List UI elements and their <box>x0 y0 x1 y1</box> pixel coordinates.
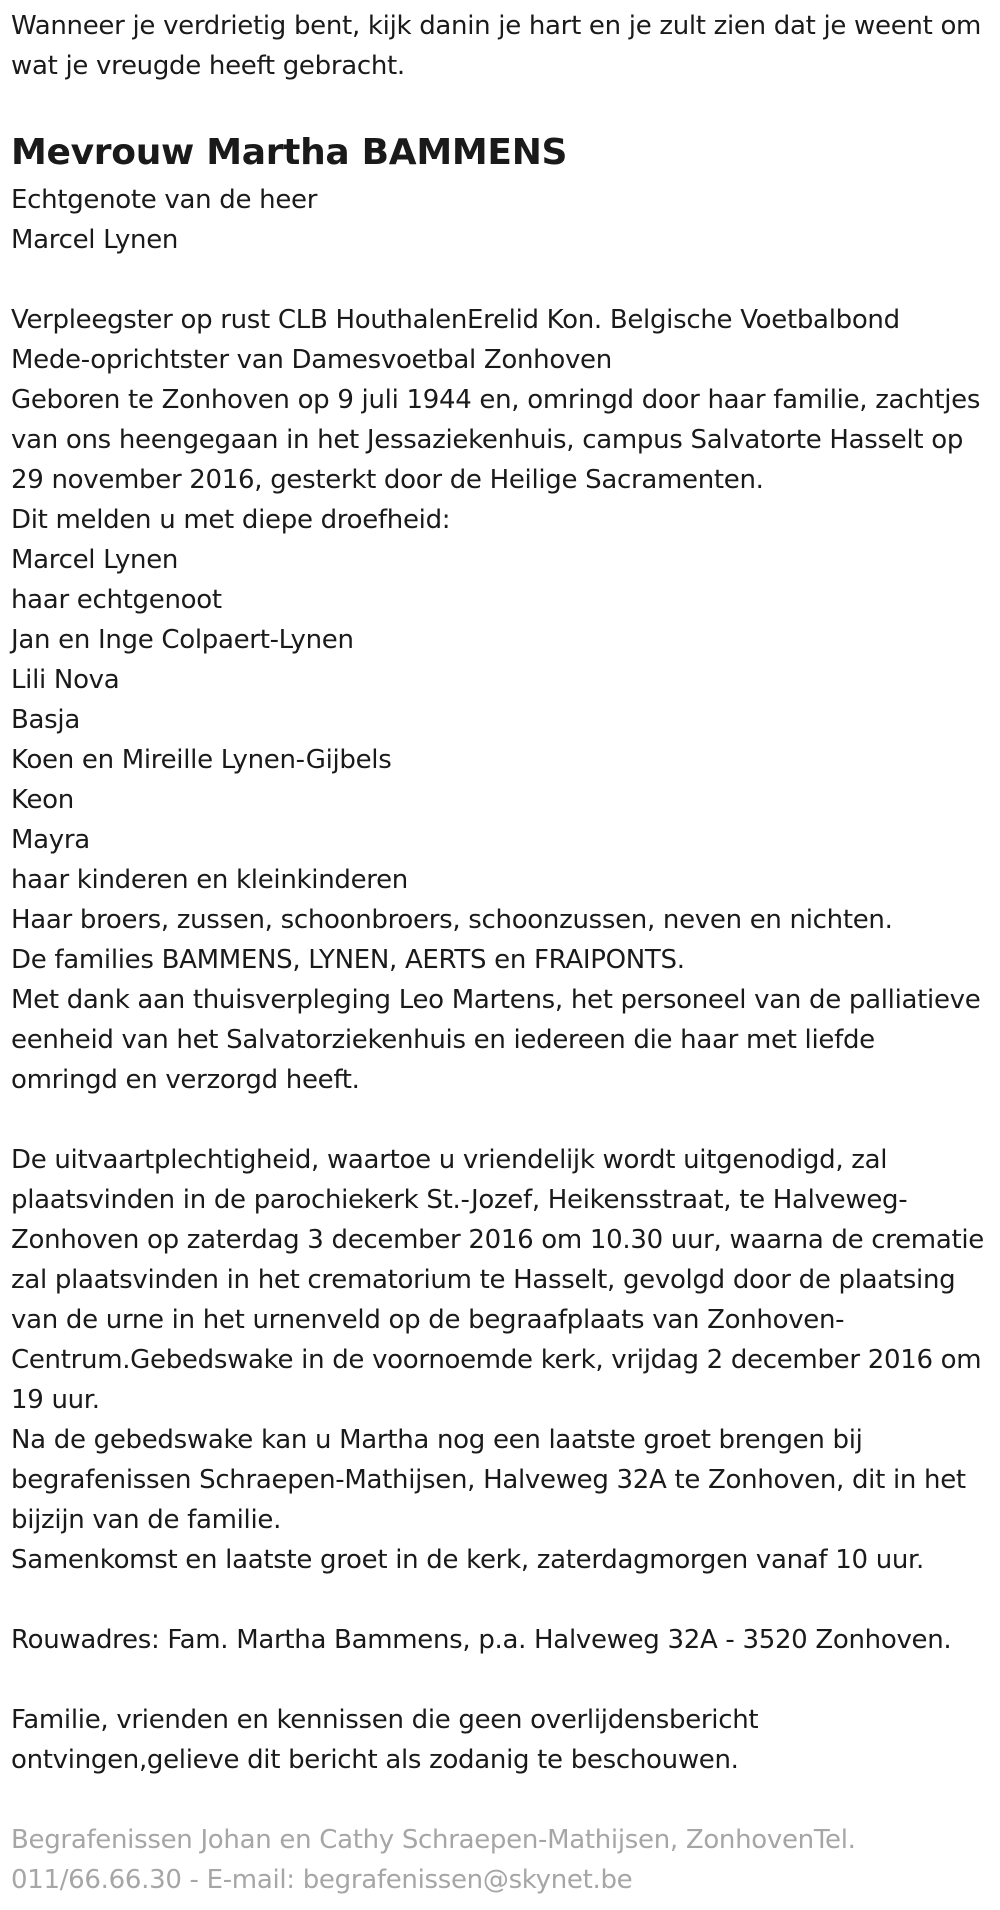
family-member: Keon <box>11 785 74 815</box>
spouse-label: Echtgenote van de heer <box>11 185 318 215</box>
family-member: De families BAMMENS, LYNEN, AERTS en FRAIPONTS. <box>11 945 685 975</box>
family-member: haar kinderen en kleinkinderen <box>11 865 408 895</box>
spacer <box>11 1580 989 1620</box>
birth-death-text: Geboren te Zonhoven op 9 juli 1944 en, omringd door haar familie, zachtjes van ons heengegaan in het Jessaziekenhuis, campus Salvatorte Hasselt op 29 november 2016, gesterkt door de Heilige Sacramenten. <box>11 385 981 495</box>
mourning-address: Rouwadres: Fam. Martha Bammens, p.a. Halveweg 32A - 3520 Zonhoven. <box>11 1625 952 1655</box>
spacer <box>11 1660 989 1700</box>
career-line: Verpleegster op rust CLB HouthalenErelid Kon. Belgische Voetbalbond <box>11 305 900 335</box>
ceremony-text: De uitvaartplechtigheid, waartoe u vriendelijk wordt uitgenodigd, zal plaatsvinden in de parochiekerk St.-Jozef, Heikensstraat, te Halveweg-Zonhoven op zaterdag 3 december 2016 om 10.30 uur, waarna de crematie zal plaatsvinden in het crematorium te Hasselt, gevolgd door de plaatsing van de urne in het urnenveld op de begraafplaats van Zonhoven-Centrum.Gebedswake in de voornoemde kerk, vrijdag 2 december 2016 om 19 uur. <box>11 1145 984 1415</box>
deceased-name: Mevrouw Martha BAMMENS <box>11 132 568 173</box>
thanks-text: Met dank aan thuisverpleging Leo Martens, het personeel van de palliatieve eenheid van het Salvatorziekenhuis en iedereen die haar met liefde omringd en verzorgd heeft. <box>11 985 981 1095</box>
opening-quote: Wanneer je verdrietig bent, kijk danin je hart en je zult zien dat je weent om wat je vreugde heeft gebracht. <box>11 11 982 81</box>
family-list <box>11 540 989 980</box>
family-member: Koen en Mireille Lynen-Gijbels <box>11 745 392 775</box>
spouse-name: Marcel Lynen <box>11 225 179 255</box>
family-member: Mayra <box>11 825 90 855</box>
spacer <box>11 260 989 300</box>
spacer <box>11 1780 989 1820</box>
family-member: haar echtgenoot <box>11 585 222 615</box>
farewell-text: Na de gebedswake kan u Martha nog een laatste groet brengen bij begrafenissen Schraepen-Mathijsen, Halveweg 32A te Zonhoven, dit in het bijzijn van de familie. <box>11 1425 966 1535</box>
family-member: Basja <box>11 705 80 735</box>
family-member: Marcel Lynen <box>11 545 179 575</box>
spacer <box>11 1100 989 1140</box>
funeral-home-footer: Begrafenissen Johan en Cathy Schraepen-Mathijsen, ZonhovenTel. 011/66.66.30 - E-mail: begrafenissen@skynet.be <box>11 1825 856 1895</box>
notice-text: Familie, vrienden en kennissen die geen overlijdensbericht ontvingen,gelieve dit bericht als zodanig te beschouwen. <box>11 1705 759 1775</box>
family-member: Jan en Inge Colpaert-Lynen <box>11 625 354 655</box>
family-member: Haar broers, zussen, schoonbroers, schoonzussen, neven en nichten. <box>11 905 893 935</box>
cofounder-line: Mede-oprichtster van Damesvoetbal Zonhoven <box>11 345 612 375</box>
family-member: Lili Nova <box>11 665 120 695</box>
gathering-line: Samenkomst en laatste groet in de kerk, zaterdagmorgen vanaf 10 uur. <box>11 1545 925 1575</box>
announcement-line: Dit melden u met diepe droefheid: <box>11 505 451 535</box>
